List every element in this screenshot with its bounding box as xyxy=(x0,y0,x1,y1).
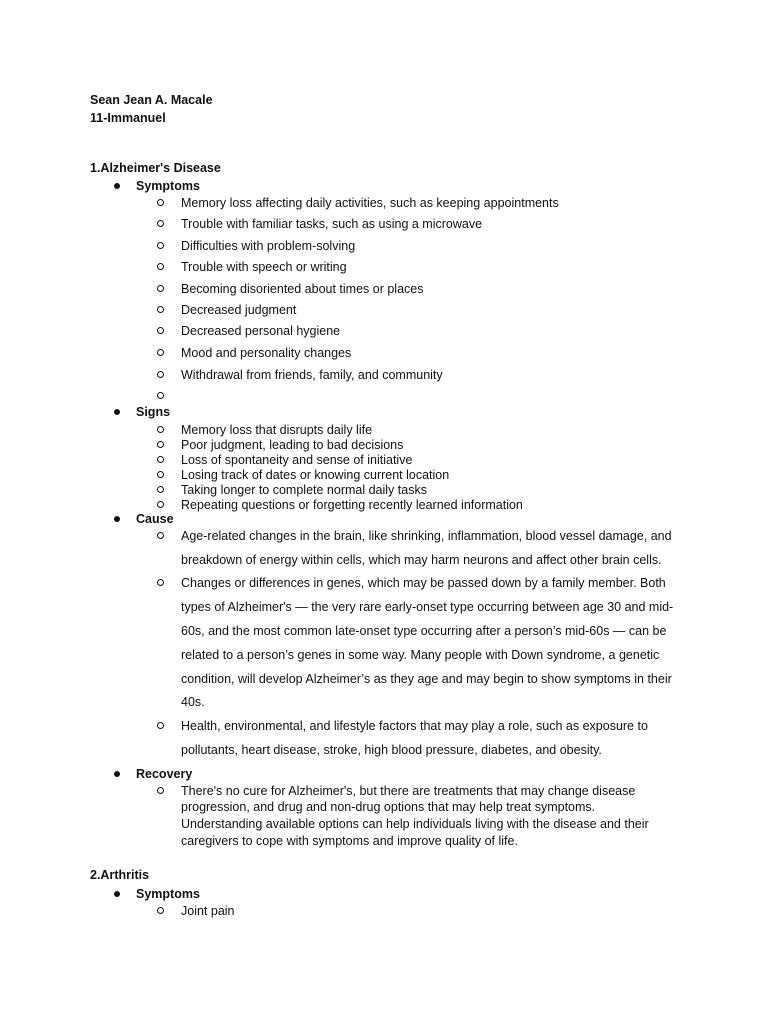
circle-bullet-icon xyxy=(157,787,164,794)
symptoms-heading: Symptoms xyxy=(136,887,200,901)
author-name: Sean Jean A. Macale xyxy=(90,93,213,107)
list-item: Decreased judgment xyxy=(181,303,297,317)
list-item: Decreased personal hygiene xyxy=(181,324,341,338)
circle-bullet-icon xyxy=(157,907,164,914)
bullet-icon xyxy=(114,891,120,897)
circle-bullet-icon xyxy=(157,579,164,586)
list-item: Repeating questions or forgetting recently learned information xyxy=(181,498,523,512)
bullet-icon xyxy=(114,516,120,522)
circle-bullet-icon xyxy=(157,392,164,399)
list-item: Memory loss that disrupts daily life xyxy=(181,423,373,437)
list-item: Difficulties with problem-solving xyxy=(181,239,356,253)
paragraph-line: progression, and drug and non-drug options that may help treat symptoms. xyxy=(181,800,596,814)
circle-bullet-icon xyxy=(157,532,164,539)
symptoms-heading: Symptoms xyxy=(136,179,200,193)
bullet-icon xyxy=(114,409,120,415)
signs-heading: Signs xyxy=(136,405,171,419)
paragraph-line: condition, will develop Alzheimer’s as they age and may begin to show symptoms in their xyxy=(181,672,672,686)
list-item: Loss of spontaneity and sense of initiative xyxy=(181,453,413,467)
circle-bullet-icon xyxy=(157,486,164,493)
paragraph-line: Understanding available options can help individuals living with the disease and their xyxy=(181,817,649,831)
paragraph-line: Health, environmental, and lifestyle factors that may play a role, such as exposure to xyxy=(181,719,648,733)
circle-bullet-icon xyxy=(157,220,164,227)
list-item: Withdrawal from friends, family, and community xyxy=(181,368,443,382)
cause-heading: Cause xyxy=(136,512,174,526)
circle-bullet-icon xyxy=(157,327,164,334)
list-item: Losing track of dates or knowing current location xyxy=(181,468,450,482)
class-section: 11-Immanuel xyxy=(90,111,166,125)
circle-bullet-icon xyxy=(157,306,164,313)
circle-bullet-icon xyxy=(157,441,164,448)
bullet-icon xyxy=(114,771,120,777)
paragraph-line: caregivers to cope with symptoms and improve quality of life. xyxy=(181,834,518,848)
bullet-icon xyxy=(114,183,120,189)
circle-bullet-icon xyxy=(157,242,164,249)
circle-bullet-icon xyxy=(157,349,164,356)
paragraph-line: types of Alzheimer's — the very rare early-onset type occurring between age 30 and mid- xyxy=(181,600,674,614)
list-item: Memory loss affecting daily activities, such as keeping appointments xyxy=(181,196,559,210)
circle-bullet-icon xyxy=(157,285,164,292)
paragraph-line: pollutants, heart disease, stroke, high blood pressure, diabetes, and obesity. xyxy=(181,743,602,757)
paragraph-line: Changes or differences in genes, which may be passed down by a family member. Both xyxy=(181,576,666,590)
section-title-arthritis: 2.Arthritis xyxy=(90,868,150,882)
circle-bullet-icon xyxy=(157,199,164,206)
circle-bullet-icon xyxy=(157,371,164,378)
paragraph-line: related to a person’s genes in some way. Many people with Down syndrome, a genetic xyxy=(181,648,660,662)
list-item: Trouble with familiar tasks, such as using a microwave xyxy=(181,217,483,231)
circle-bullet-icon xyxy=(157,456,164,463)
circle-bullet-icon xyxy=(157,501,164,508)
circle-bullet-icon xyxy=(157,263,164,270)
paragraph-line: There's no cure for Alzheimer's, but there are treatments that may change disease xyxy=(181,784,636,798)
paragraph-line: 40s. xyxy=(181,695,205,709)
paragraph-line: 60s, and the most common late-onset type occurring after a person’s mid-60s — can be xyxy=(181,624,667,638)
list-item: Taking longer to complete normal daily tasks xyxy=(181,483,427,497)
list-item: Becoming disoriented about times or places xyxy=(181,282,424,296)
circle-bullet-icon xyxy=(157,426,164,433)
list-item: Mood and personality changes xyxy=(181,346,352,360)
list-item: Joint pain xyxy=(181,904,235,918)
paragraph-line: breakdown of energy within cells, which may harm neurons and affect other brain cells. xyxy=(181,553,662,567)
paragraph-line: Age-related changes in the brain, like shrinking, inflammation, blood vessel damage, and xyxy=(181,529,672,543)
section-title-alzheimers: 1.Alzheimer's Disease xyxy=(90,161,221,175)
recovery-heading: Recovery xyxy=(136,767,193,781)
list-item: Trouble with speech or writing xyxy=(181,260,347,274)
circle-bullet-icon xyxy=(157,471,164,478)
list-item: Poor judgment, leading to bad decisions xyxy=(181,438,404,452)
circle-bullet-icon xyxy=(157,722,164,729)
